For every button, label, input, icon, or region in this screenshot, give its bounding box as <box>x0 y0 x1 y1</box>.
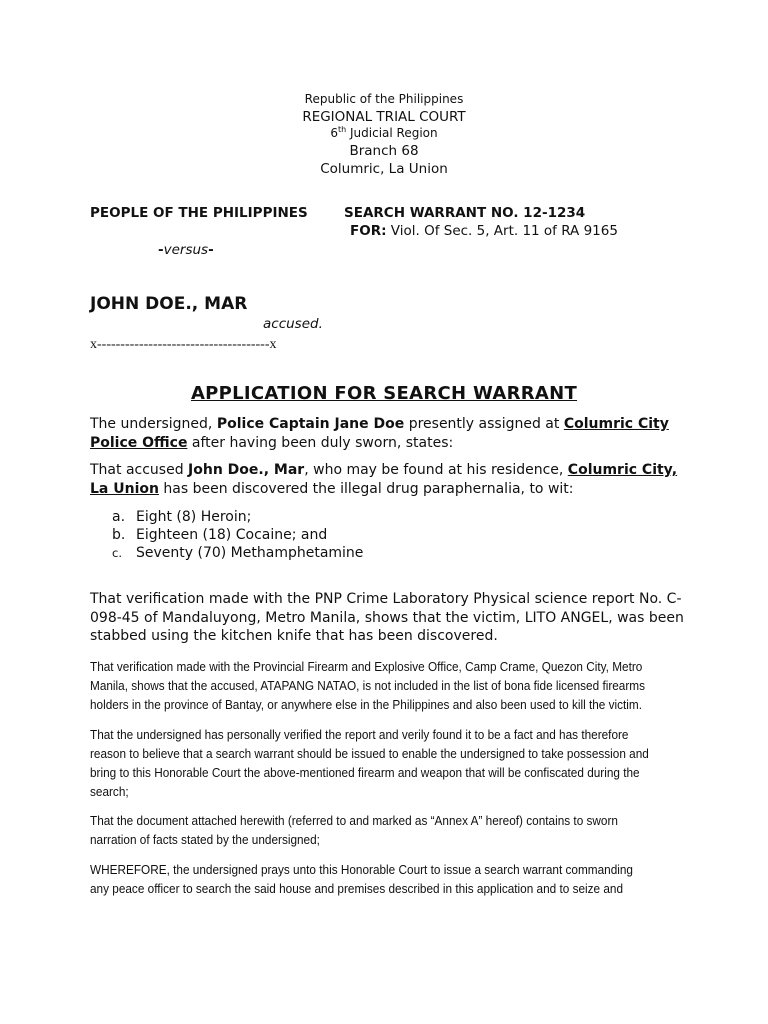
paraphernalia-list <box>112 508 363 562</box>
header-court: REGIONAL TRIAL COURT <box>302 109 466 125</box>
caption-versus: -versus- <box>158 242 214 258</box>
list-item: a. Eight (8) Heroin; <box>112 509 252 525</box>
paragraph-intro: The undersigned, Police Captain Jane Doe presently assigned at Columric City Police Office after having been duly sworn, states: <box>90 416 669 451</box>
caption-plaintiff: PEOPLE OF THE PHILIPPINES <box>90 205 308 221</box>
header-location: Columric, La Union <box>320 161 448 177</box>
paragraph-accused: That accused John Doe., Mar, who may be found at his residence, Columric City, La Union has been discovered the illegal drug paraphernalia, to wit: <box>90 462 678 497</box>
list-item: c. Seventy (70) Methamphetamine <box>112 545 364 561</box>
header-region: 6th Judicial Region <box>330 125 438 140</box>
paragraph-firearm-office: That verification made with the Provincial Firearm and Explosive Office, Camp Crame, Quezon City, Metro Manila, shows that the accused, ATAPANG NATAO, is not included in the list of bona fide licensed firearms holders in the province of Bantay, or anywhere else in the Philippines and also been used to kill the victim. <box>90 659 646 712</box>
list-item: b. Eighteen (18) Cocaine; and <box>112 527 328 543</box>
caption-for: FOR: Viol. Of Sec. 5, Art. 11 of RA 9165 <box>350 223 618 239</box>
caption-separator: x-------------------------------------x <box>90 337 277 352</box>
paragraph-crime-lab: That verification made with the PNP Crime Laboratory Physical science report No. C- 098-45 of Mandaluyong, Metro Manila, shows that the victim, LITO ANGEL, was been stabbed using the kitchen knife that has been discovered. <box>90 591 684 644</box>
paragraph-annex: That the document attached herewith (referred to and marked as “Annex A” hereof) contains to sworn narration of facts stated by the undersigned; <box>90 813 618 847</box>
paragraph-verification: That the undersigned has personally verified the report and verily found it to be a fact and has therefore reason to believe that a search warrant should be issued to enable the undersigned to take possession and bring to this Honorable Court the above-mentioned firearm and weapon that will be confiscated during the search; <box>90 727 649 799</box>
document-title: APPLICATION FOR SEARCH WARRANT <box>190 383 578 404</box>
caption-accused-name: JOHN DOE., MAR <box>90 294 248 314</box>
paragraph-wherefore: WHEREFORE, the undersigned prays unto this Honorable Court to issue a search warrant commanding any peace officer to search the said house and premises described in this application and to seize and <box>90 862 633 896</box>
caption-warrant-no: SEARCH WARRANT NO. 12-1234 <box>344 205 586 221</box>
header-country: Republic of the Philippines <box>304 92 464 106</box>
caption-accused-label: accused. <box>263 316 323 332</box>
header-branch: Branch 68 <box>349 143 419 159</box>
